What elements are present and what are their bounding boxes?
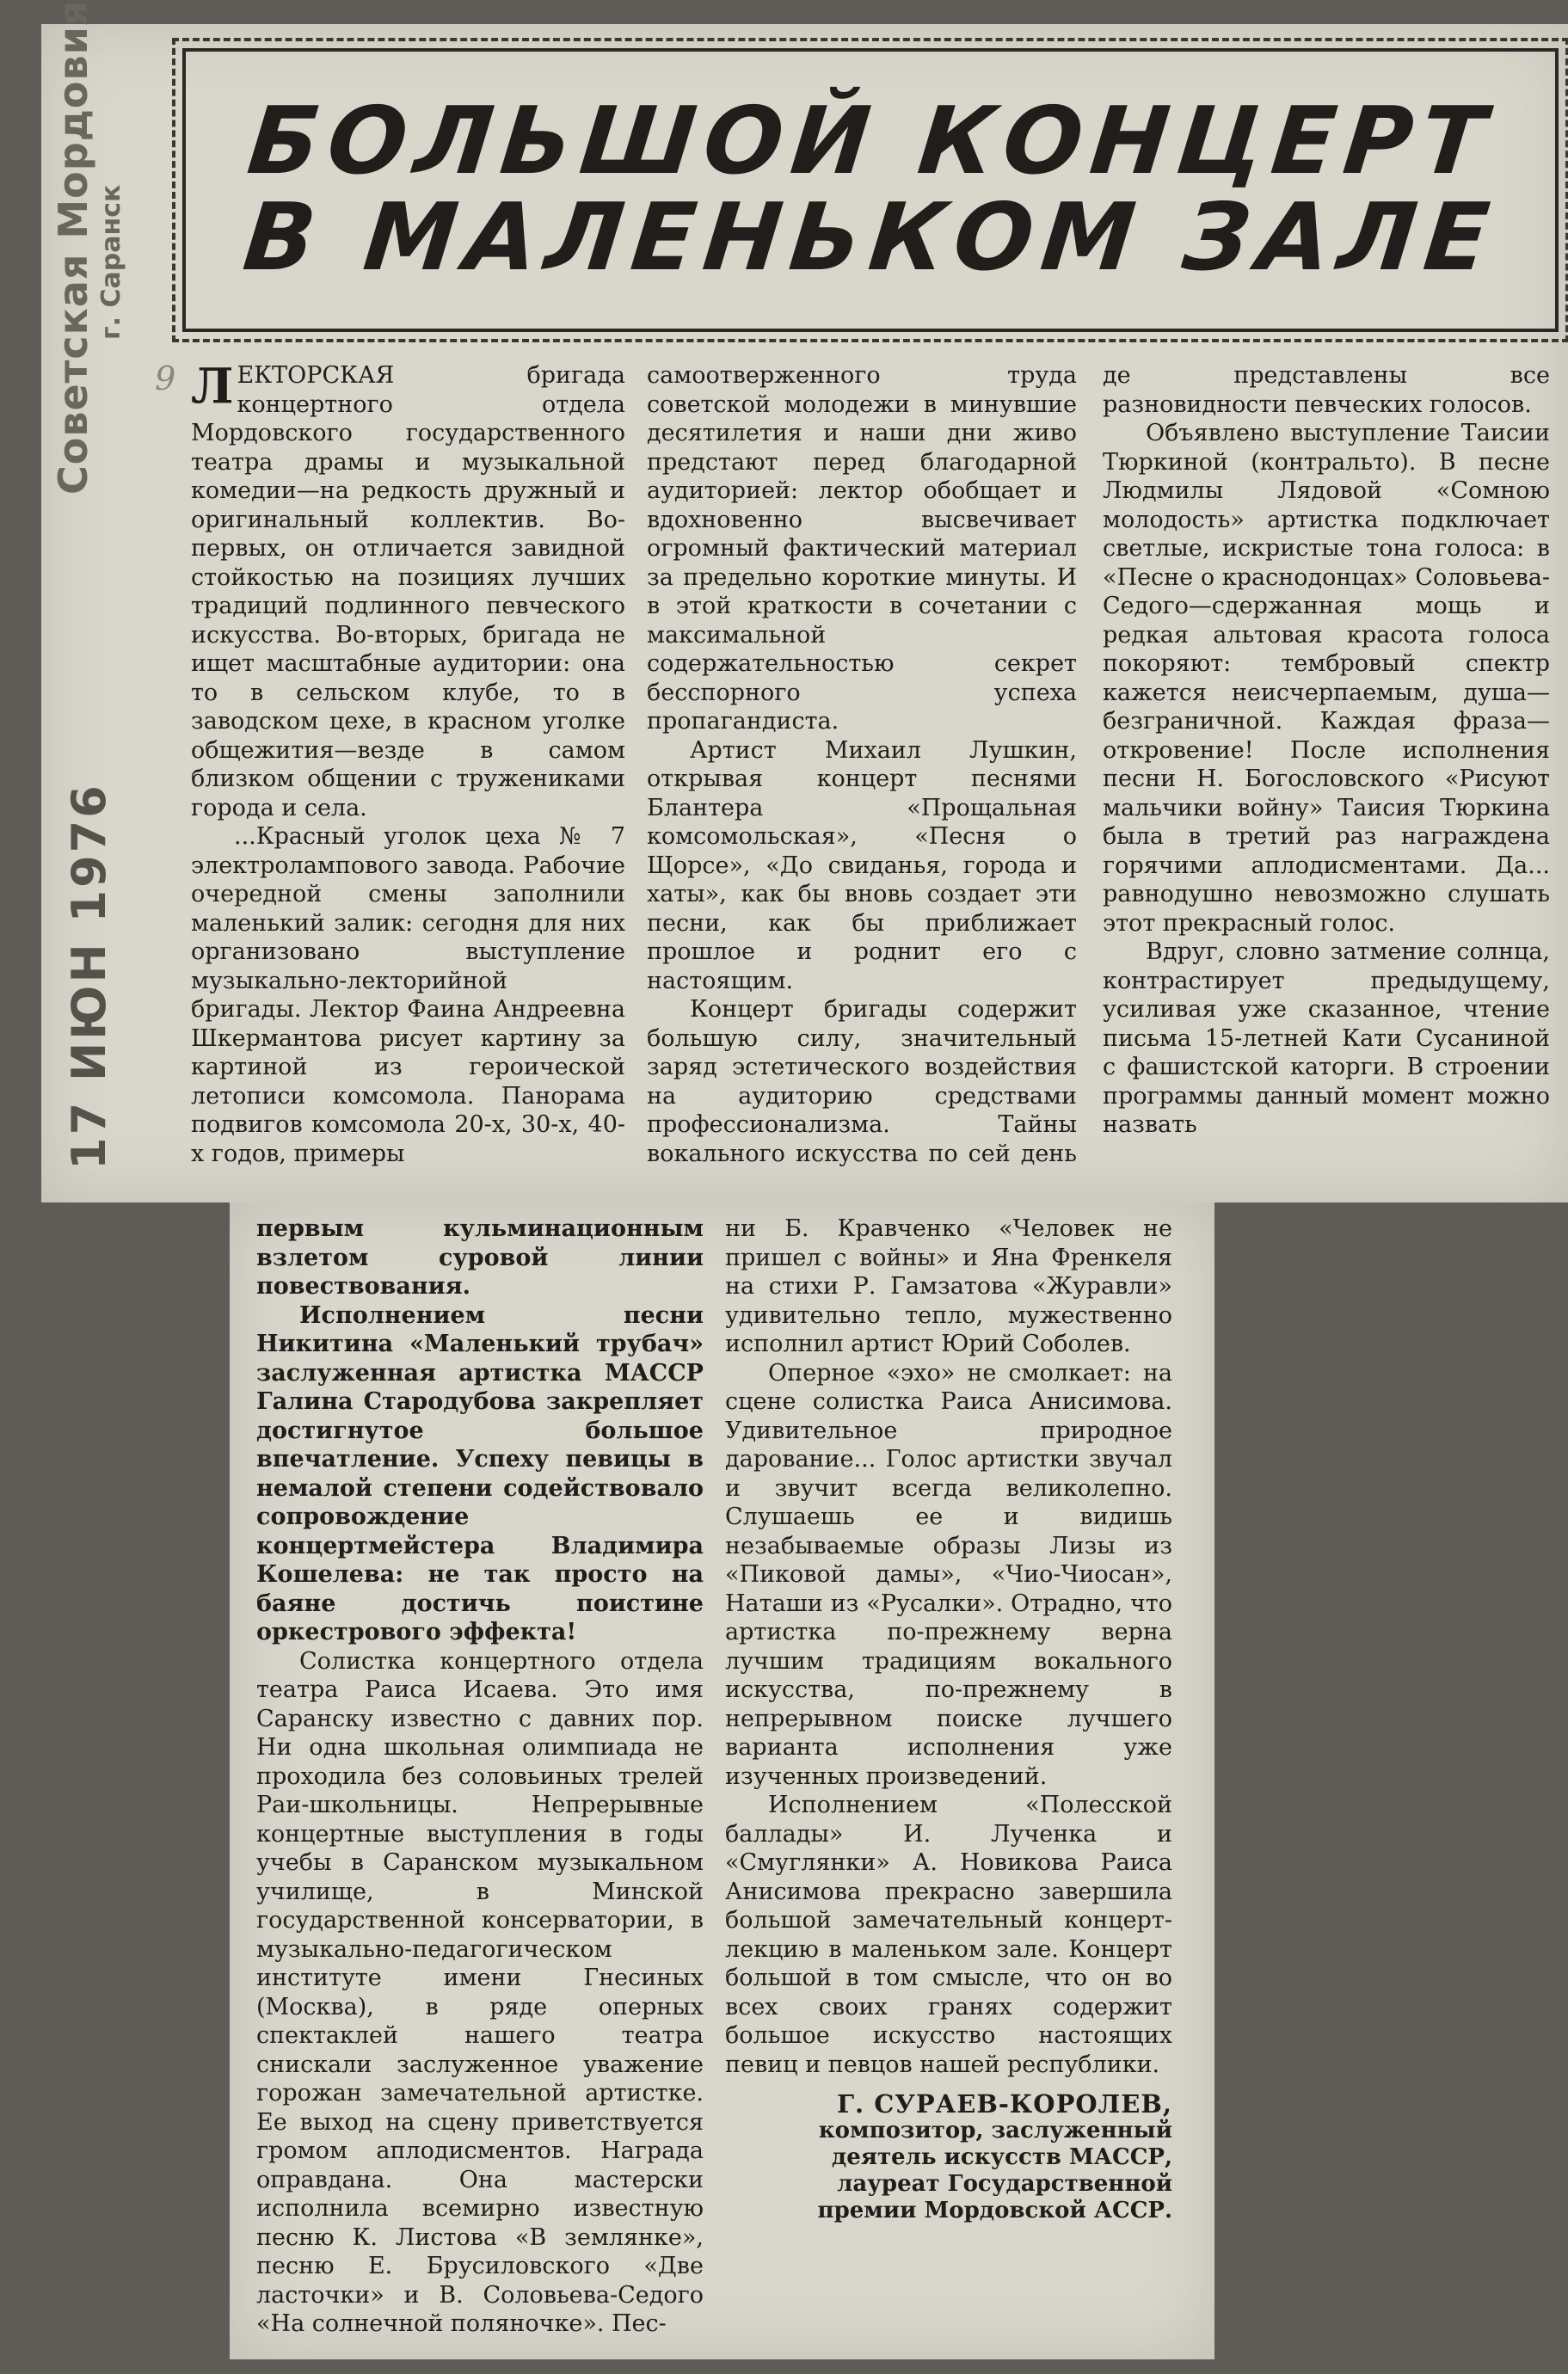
- author-title-1: композитор, заслуженный: [818, 2118, 1172, 2143]
- paragraph: ни Б. Кравченко «Человек не пришел с войны» и Яна Френкеля на стихи Р. Гамзатова «Журавли» удивительно тепло, мужественно исполнил артист Юрий Соболев.: [725, 1215, 1172, 1357]
- headline-line-1: БОЛЬШОЙ КОНЦЕРТ: [243, 88, 1498, 195]
- paragraph: Концерт бригады содержит большую силу, значительный заряд эстетического воздействия на аудиторию средствами профессионализма. Тайны вокального искусства по сей день: [647, 996, 1077, 1167]
- article-column-4: [256, 1215, 704, 2359]
- date-stamp: 17 ИЮН 1976: [62, 783, 116, 1170]
- paragraph: Исполнением «Полесской баллады» И. Лученка и «Смуглянки» А. Новикова Раиса Анисимова прекрасно завершила большой замечательный концерт-лекцию в маленьком зале. Концерт большой в том смысле, что он во всех своих гранях содержит большое искусство настоящих певиц и певцов нашей республики.: [725, 1792, 1172, 2078]
- newspaper-name: Советская Мордовия: [50, 0, 96, 495]
- author-title-2: деятель искусств МАССР,: [831, 2144, 1172, 2170]
- paragraph: де представлены все разновидности певческих голосов.: [1103, 362, 1550, 418]
- margin-mark: 9: [155, 360, 176, 397]
- article-column-5: [725, 1215, 1172, 2359]
- article-column-2: [647, 361, 1077, 1170]
- author-name: Г. СУРАЕВ-КОРОЛЕВ,: [837, 2089, 1172, 2119]
- article-column-3: [1103, 361, 1550, 1170]
- newspaper-city: г. Саранск: [96, 184, 126, 340]
- paragraph: Вдруг, словно затмение солнца, контрастирует предыдущему, усиливая уже сказанное, чтение письма 15-летней Кати Сусаниной с фашистской каторги. В строении программы данный момент можно назвать: [1103, 938, 1550, 1138]
- paragraph: Оперное «эхо» не смолкает: на сцене солистка Раиса Анисимова. Удивительное природное дарование... Голос артистки звучал и звучит всегда великолепно. Слушаешь ее и видишь незабываемые образы Лизы из «Пиковой дамы», «Чио-Чиосан», Наташи из «Русалки». Отрадно, что артистка по-прежнему верна лучшим традициям вокального искусства, по-прежнему в непрерывном поиске лучшего варианта исполнения уже изученных произведений.: [725, 1359, 1172, 1790]
- drop-cap: Л: [191, 361, 234, 415]
- paragraph-text: ЕКТОРСКАЯ бригада концертного отдела Мордовского государственного театра драмы и музыкальной комедии—на редкость дружный и оригинальный коллектив. Во-первых, он отличается завидной стойкостью на позициях лучших традиций подлинного певческого искусства. Во-вторых, бригада не ищет масштабные аудитории: она то в сельском клубе, то в заводском цехе, в красном уголке общежития—везде в самом близком общении с тружениками города и села.: [191, 362, 625, 821]
- headline-box: [182, 48, 1559, 332]
- paragraph: самоотверженного труда советской молодежи в минувшие десятилетия и наши дни живо предстают перед благодарной аудиторией: лектор обобщает и вдохновенно высвечивает огромный фактический материал за предельно короткие минуты. И в этой краткости в сочетании с максимальной содержательностью секрет бесспорного успеха пропагандиста.: [647, 362, 1077, 735]
- paragraph: [191, 361, 625, 822]
- paragraph: ...Красный уголок цеха № 7 электролампового завода. Рабочие очередной смены заполнили маленький залик: сегодня для них организовано выступление музыкально-лекторийной бригады. Лектор Фаина Андреевна Шкермантова рисует картину за картиной из героической летописи комсомола. Панорама подвигов комсомола 20-х, 30-х, 40-х годов, примеры: [191, 823, 625, 1167]
- headline-line-2: В МАЛЕНЬКОМ ЗАЛЕ: [238, 184, 1503, 292]
- paragraph: Объявлено выступление Таисии Тюркиной (контральто). В песне Людмилы Лядовой «Сомною молодость» артистка подключает светлые, искристые тона голоса: в «Песне о краснодонцах» Соловьева-Седого—сдержанная мощь и редкая альтовая красота голоса покоряют: тембровый спектр кажется неисчерпаемым, душа—безграничной. Каждая фраза—откровение! После исполнения песни Н. Богословского «Рисуют мальчики войну» Таисия Тюркина была в третий раз награждена горячими аплодисментами. Да... равнодушно невозможно слушать этот прекрасный голос.: [1103, 420, 1550, 937]
- paragraph: Исполнением песни Никитина «Маленький трубач» заслуженная артистка МАССР Галина Стародубова закрепляет достигнутое большое впечатление. Успеху певицы в немалой степени содействовало сопровождение концертмейстера Владимира Кошелева: не так просто на баяне достичь поистине оркестрового эффекта!: [256, 1301, 704, 1645]
- paragraph: Солистка концертного отдела театра Раиса Исаева. Это имя Саранску известно с давних пор. Ни одна школьная олимпиада не проходила без соловьиных трелей Раи-школьницы. Непрерывные концертные выступления в годы учебы в Саранском музыкальном училище, в Минской государственной консерватории, в музыкально-педагогическом институте имени Гнесиных (Москва), в ряде оперных спектаклей нашего театра снискали заслуженное уважение горожан замечательной артистке. Ее выход на сцену приветствуется громом аплодисментов. Награда оправдана. Она мастерски исполнила всемирно известную песню К. Листова «В землянке», песню Е. Брусиловского «Две ласточки» и В. Соловьева-Седого «На солнечной поляночке». Пес-: [256, 1647, 704, 2337]
- article-column-1: [191, 361, 625, 1170]
- author-title-3: лауреат Государственной: [837, 2171, 1172, 2197]
- author-signature: [725, 2091, 1172, 2224]
- paragraph: первым кульминационным взлетом суровой линии повествования.: [256, 1215, 704, 1300]
- paragraph: Артист Михаил Лушкин, открывая концерт песнями Блантера «Прощальная комсомольская», «Песня о Щорсе», «До свиданья, города и хаты», как бы вновь создает эти песни, как бы приближает прошлое и роднит его с настоящим.: [647, 736, 1077, 994]
- author-title-4: премии Мордовской АССР.: [817, 2198, 1172, 2223]
